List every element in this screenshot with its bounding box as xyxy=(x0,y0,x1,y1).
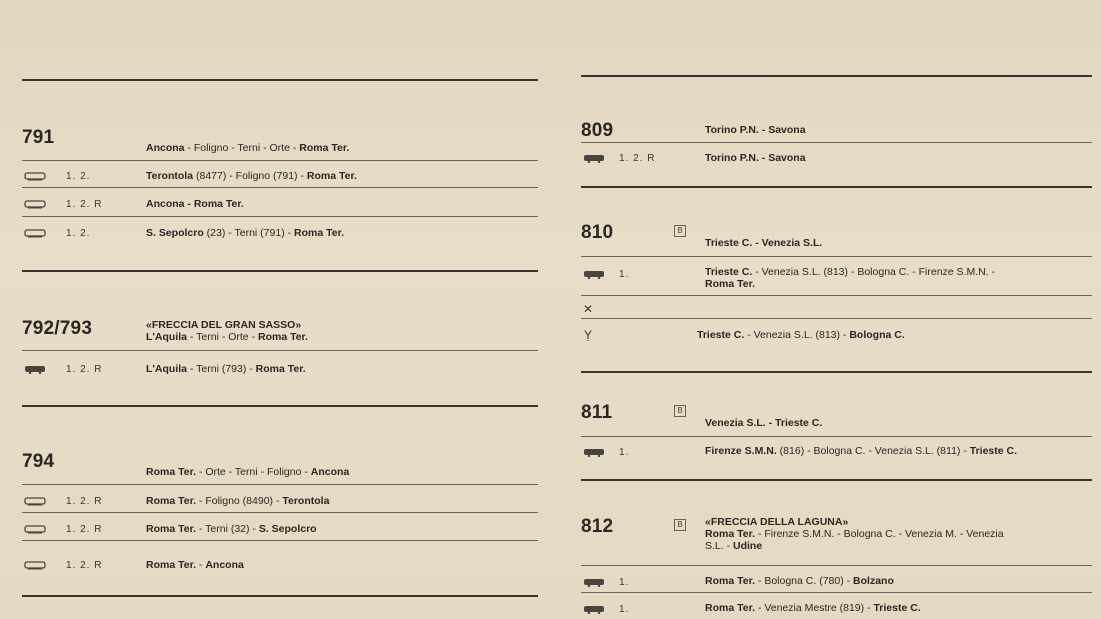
train-791-row-3 xyxy=(146,227,344,239)
cocktail-icon: Ỵ xyxy=(584,328,593,342)
divider xyxy=(22,216,538,217)
route-segment: - Venezia S.L. (813) - Bologna C. - Firenze S.M.N. - xyxy=(752,266,996,278)
route-segment: Torino P.N. - Savona xyxy=(705,152,806,164)
right-column xyxy=(581,0,1092,619)
coach-open-icon xyxy=(24,229,46,238)
section-rule xyxy=(581,479,1092,481)
train-812-row-1 xyxy=(705,575,894,587)
route-segment: - Terni - Orte - xyxy=(187,331,258,343)
route-segment: - Foligno (8490) - xyxy=(196,495,283,507)
train-number-809: 809 xyxy=(581,120,614,141)
class-label: 1. 2. R xyxy=(619,153,656,164)
train-812-route-cont xyxy=(705,540,762,552)
route-segment: Roma Ter. xyxy=(705,602,755,614)
class-label: 1. 2. R xyxy=(66,524,103,535)
sleeper-bed-icon: B xyxy=(674,519,686,531)
train-811-route xyxy=(705,417,822,429)
class-label: 1. xyxy=(619,447,630,458)
divider xyxy=(581,256,1092,257)
route-segment: Venezia S.L. - Trieste C. xyxy=(705,417,823,429)
train-791-row-1 xyxy=(146,170,357,182)
train-812-row-2 xyxy=(705,602,921,614)
divider xyxy=(581,436,1092,437)
divider xyxy=(581,142,1092,143)
route-segment: Ancona xyxy=(205,559,244,571)
class-label: 1. 2. xyxy=(66,228,91,239)
class-label: 1. 2. R xyxy=(66,496,103,507)
route-segment: (8477) - Foligno (791) - xyxy=(193,170,307,182)
class-label: 1. 2. xyxy=(66,171,91,182)
route-segment: - xyxy=(196,559,206,571)
divider xyxy=(581,318,1092,319)
route-segment: - Firenze S.M.N. - Bologna C. - Venezia M. - Venezia xyxy=(755,528,1004,540)
train-794-route xyxy=(146,466,349,478)
route-segment: Roma Ter. xyxy=(306,170,357,182)
route-segment: S.L. - xyxy=(705,540,734,552)
route-segment: Roma Ter. xyxy=(146,495,196,507)
train-812-special-name: «FRECCIA DELLA LAGUNA» xyxy=(705,516,849,528)
train-794-row-1 xyxy=(146,495,329,507)
route-segment: Trieste C. xyxy=(705,266,753,278)
coach-closed-icon xyxy=(24,365,46,374)
train-792-row-1 xyxy=(146,363,306,375)
coach-closed-icon xyxy=(583,578,605,587)
route-segment: Roma Ter. xyxy=(146,559,196,571)
route-segment: - Orte - Terni - Foligno - xyxy=(196,466,311,478)
coach-open-icon xyxy=(24,561,46,570)
divider xyxy=(581,565,1092,566)
train-810-row-1 xyxy=(705,266,995,278)
train-812-route xyxy=(705,528,1004,540)
route-segment: (23) - Terni (791) - xyxy=(203,227,295,239)
route-segment: Roma Ter. xyxy=(705,528,755,540)
divider xyxy=(22,350,538,351)
section-rule xyxy=(22,270,538,272)
train-792-route xyxy=(146,331,308,343)
section-rule xyxy=(581,75,1092,77)
class-label: 1. xyxy=(619,269,630,280)
train-number-810: 810 xyxy=(581,222,614,243)
train-number-791: 791 xyxy=(22,127,55,148)
section-rule xyxy=(581,186,1092,188)
route-segment: Trieste C. xyxy=(697,329,745,341)
class-label: 1. 2. R xyxy=(66,364,103,375)
route-segment: Ancona xyxy=(146,142,185,154)
route-segment: Roma Ter. xyxy=(705,278,755,290)
route-segment: Roma Ter. xyxy=(146,466,196,478)
route-segment: - Venezia Mestre (819) - xyxy=(755,602,874,614)
divider xyxy=(581,295,1092,296)
route-segment: Trieste C. - Venezia S.L. xyxy=(705,237,823,249)
coach-closed-icon xyxy=(583,448,605,457)
coach-open-icon xyxy=(24,200,46,209)
coach-open-icon xyxy=(24,172,46,181)
class-label: 1. 2. R xyxy=(66,199,103,210)
divider xyxy=(22,160,538,161)
route-segment: Bologna C. xyxy=(849,329,905,341)
train-794-row-2 xyxy=(146,523,317,535)
route-segment: Roma Ter. xyxy=(257,331,308,343)
route-segment: Udine xyxy=(733,540,763,552)
divider xyxy=(22,512,538,513)
coach-closed-icon xyxy=(583,270,605,279)
class-label: 1. xyxy=(619,604,630,615)
route-segment: Terontola xyxy=(282,495,330,507)
route-segment: Roma Ter. xyxy=(146,523,196,535)
train-810-route xyxy=(705,237,822,249)
train-number-811: 811 xyxy=(581,402,613,423)
route-segment: Bolzano xyxy=(853,575,894,587)
route-segment: L'Aquila xyxy=(146,363,187,375)
route-segment: - Terni (32) - xyxy=(196,523,259,535)
route-segment: Terontola xyxy=(146,170,194,182)
train-number-812: 812 xyxy=(581,516,614,537)
route-segment: Ancona - Roma Ter. xyxy=(146,198,244,210)
route-segment: - Terni (793) - xyxy=(187,363,256,375)
divider xyxy=(22,484,538,485)
coach-open-icon xyxy=(24,525,46,534)
train-792-special-name: «FRECCIA DEL GRAN SASSO» xyxy=(146,319,302,331)
divider xyxy=(22,187,538,188)
class-label: 1. 2. R xyxy=(66,560,103,571)
cutlery-icon: ✕ xyxy=(583,302,594,316)
route-segment: Trieste C. xyxy=(969,445,1018,457)
route-segment: Roma Ter. xyxy=(255,363,306,375)
route-segment: - Foligno - Terni - Orte - xyxy=(184,142,300,154)
route-segment: Ancona xyxy=(310,466,350,478)
route-segment: Firenze S.M.N. xyxy=(705,445,777,457)
sleeper-bed-icon: B xyxy=(674,405,686,417)
train-810-row-3 xyxy=(697,329,905,341)
sleeper-bed-icon: B xyxy=(674,225,686,237)
route-segment: S. Sepolcro xyxy=(258,523,317,535)
train-number-794: 794 xyxy=(22,451,55,472)
route-segment: Torino P.N. - Savona xyxy=(705,124,806,136)
train-809-row-1 xyxy=(705,152,806,164)
train-794-row-3 xyxy=(146,559,244,571)
route-segment: Roma Ter. xyxy=(294,227,345,239)
section-rule xyxy=(581,371,1092,373)
route-segment: - Bologna C. (780) - xyxy=(755,575,854,587)
coach-open-icon xyxy=(24,497,46,506)
route-segment: L'Aquila xyxy=(146,331,187,343)
route-segment: S. Sepolcro xyxy=(146,227,204,239)
route-segment: Roma Ter. xyxy=(299,142,350,154)
train-791-row-2 xyxy=(146,198,244,210)
section-rule xyxy=(22,79,538,81)
train-791-route xyxy=(146,142,349,154)
train-810-row-1-cont xyxy=(705,278,755,290)
route-segment: (816) - Bologna C. - Venezia S.L. (811) - xyxy=(776,445,970,457)
train-number-792-793: 792/793 xyxy=(22,318,93,339)
section-rule xyxy=(22,595,538,597)
divider xyxy=(581,592,1092,593)
route-segment: Trieste C. xyxy=(873,602,921,614)
train-809-route xyxy=(705,124,806,136)
coach-closed-icon xyxy=(583,605,605,614)
route-segment: - Venezia S.L. (813) - xyxy=(744,329,850,341)
train-811-row-1 xyxy=(705,445,1017,457)
route-segment: Roma Ter. xyxy=(705,575,755,587)
coach-closed-icon xyxy=(583,154,605,163)
section-rule xyxy=(22,405,538,407)
left-column xyxy=(22,0,538,619)
divider xyxy=(22,540,538,541)
class-label: 1. xyxy=(619,577,630,588)
